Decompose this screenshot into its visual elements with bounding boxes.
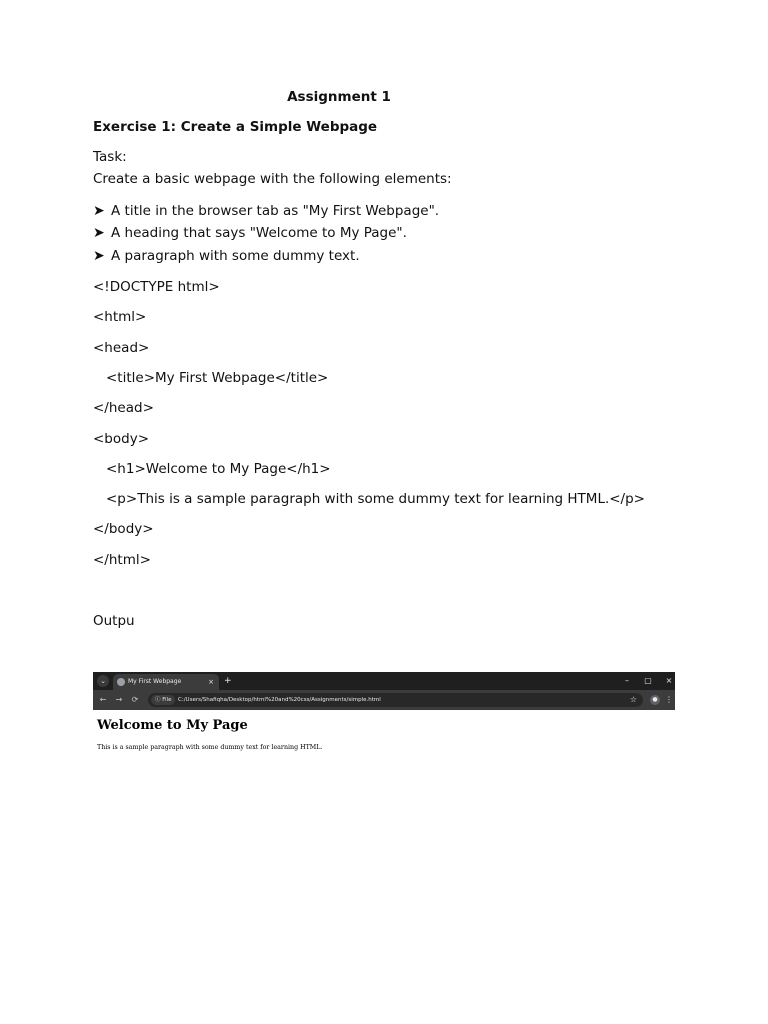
bullet-text: A title in the browser tab as "My First Webpage". [111, 203, 440, 219]
arrow-bullet-icon: ➤ [93, 203, 105, 219]
code-line: <p>This is a sample paragraph with some dummy text for learning HTML.</p> [106, 491, 645, 507]
back-icon: ← [99, 695, 107, 704]
task-description: Create a basic webpage with the following elements: [93, 171, 452, 187]
minimize-icon: – [625, 676, 629, 685]
kebab-menu-icon: ⋮ [665, 695, 673, 704]
bullet-text: A heading that says "Welcome to My Page". [111, 225, 407, 241]
url-text: C:/Users/Shafiqha/Desktop/html%20and%20css/Assignments/simple.html [178, 697, 381, 703]
star-icon: ☆ [629, 695, 637, 704]
browser-output-screenshot [93, 672, 675, 762]
bullet-item [93, 202, 439, 220]
forward-icon: → [115, 695, 123, 704]
output-label: Outpu [93, 613, 135, 629]
code-line: <head> [93, 340, 150, 356]
tab-search-icon: ⌄ [97, 675, 109, 687]
bullet-item [93, 224, 407, 242]
exercise-heading: Exercise 1: Create a Simple Webpage [93, 119, 378, 135]
rendered-heading: Welcome to My Page [97, 718, 248, 733]
browser-toolbar [93, 690, 675, 710]
code-line: </head> [93, 400, 154, 416]
browser-tab [113, 674, 219, 690]
browser-tab-bar [93, 672, 675, 690]
file-chip: ⓘ File [151, 695, 175, 705]
profile-icon: ● [650, 695, 660, 705]
bullet-text: A paragraph with some dummy text. [111, 248, 360, 264]
code-line: <html> [93, 309, 147, 325]
code-line: <!DOCTYPE html> [93, 279, 220, 295]
bullet-item [93, 247, 360, 265]
document-title: Assignment 1 [287, 89, 391, 105]
close-window-icon: × [665, 676, 673, 685]
tab-title: My First Webpage [128, 678, 182, 685]
arrow-bullet-icon: ➤ [93, 225, 105, 241]
arrow-bullet-icon: ➤ [93, 248, 105, 264]
rendered-paragraph: This is a sample paragraph with some dummy text for learning HTML. [97, 744, 323, 751]
reload-icon: ⟳ [131, 695, 139, 704]
globe-icon [117, 678, 125, 686]
code-line: <title>My First Webpage</title> [106, 370, 329, 386]
address-bar [148, 693, 643, 707]
code-line: <body> [93, 431, 150, 447]
restore-icon: ▢ [644, 676, 652, 685]
code-line: </body> [93, 521, 154, 537]
code-line: <h1>Welcome to My Page</h1> [106, 461, 331, 477]
task-label: Task: [93, 149, 127, 165]
plus-icon: + [224, 676, 232, 686]
code-line: </html> [93, 552, 151, 568]
close-icon: × [208, 678, 214, 686]
